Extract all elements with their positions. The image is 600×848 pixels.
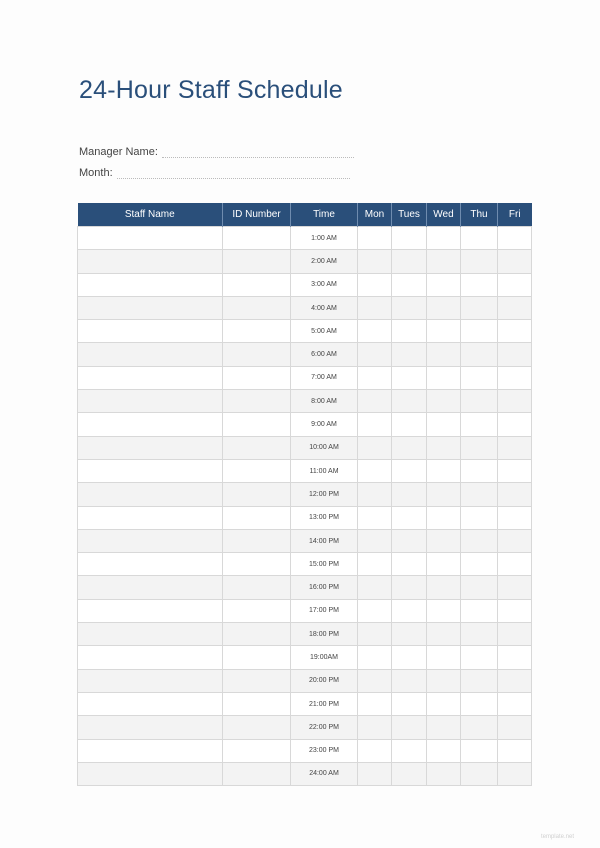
time-cell: 20:00 PM (291, 669, 358, 692)
id-number-cell[interactable] (223, 739, 291, 762)
col-header-time: Time (291, 203, 358, 227)
thu-cell[interactable] (461, 273, 498, 296)
table-row (78, 227, 532, 250)
staff-name-cell[interactable] (78, 366, 223, 389)
staff-name-cell[interactable] (78, 623, 223, 646)
time-cell: 16:00 PM (291, 576, 358, 599)
mon-cell[interactable] (358, 692, 392, 715)
table-row (78, 623, 532, 646)
thu-cell[interactable] (461, 459, 498, 482)
fri-cell[interactable] (498, 576, 532, 599)
manager-name-field (79, 146, 354, 158)
tues-cell[interactable] (392, 692, 427, 715)
time-cell: 5:00 AM (291, 320, 358, 343)
staff-name-cell[interactable] (78, 506, 223, 529)
staff-name-cell[interactable] (78, 343, 223, 366)
fri-cell[interactable] (498, 273, 532, 296)
tues-cell[interactable] (392, 483, 427, 506)
table-row (78, 646, 532, 669)
thu-cell[interactable] (461, 623, 498, 646)
id-number-cell[interactable] (223, 483, 291, 506)
id-number-cell[interactable] (223, 436, 291, 459)
table-row (78, 343, 532, 366)
id-number-cell[interactable] (223, 529, 291, 552)
thu-cell[interactable] (461, 296, 498, 319)
staff-name-cell[interactable] (78, 716, 223, 739)
thu-cell[interactable] (461, 343, 498, 366)
time-cell: 6:00 AM (291, 343, 358, 366)
mon-cell[interactable] (358, 413, 392, 436)
tues-cell[interactable] (392, 273, 427, 296)
thu-cell[interactable] (461, 320, 498, 343)
staff-name-cell[interactable] (78, 576, 223, 599)
id-number-cell[interactable] (223, 576, 291, 599)
fri-cell[interactable] (498, 366, 532, 389)
table-row (78, 366, 532, 389)
mon-cell[interactable] (358, 646, 392, 669)
tues-cell[interactable] (392, 576, 427, 599)
table-row (78, 436, 532, 459)
mon-cell[interactable] (358, 506, 392, 529)
tues-cell[interactable] (392, 762, 427, 785)
mon-cell[interactable] (358, 296, 392, 319)
wed-cell[interactable] (427, 762, 461, 785)
staff-name-cell[interactable] (78, 390, 223, 413)
fri-cell[interactable] (498, 296, 532, 319)
id-number-cell[interactable] (223, 273, 291, 296)
time-cell: 17:00 PM (291, 599, 358, 622)
id-number-cell[interactable] (223, 227, 291, 250)
fri-cell[interactable] (498, 320, 532, 343)
staff-name-cell[interactable] (78, 483, 223, 506)
wed-cell[interactable] (427, 250, 461, 273)
wed-cell[interactable] (427, 623, 461, 646)
table-row (78, 739, 532, 762)
wed-cell[interactable] (427, 296, 461, 319)
time-cell: 19:00AM (291, 646, 358, 669)
mon-cell[interactable] (358, 529, 392, 552)
col-header-wed: Wed (427, 203, 461, 227)
fri-cell[interactable] (498, 669, 532, 692)
fri-cell[interactable] (498, 390, 532, 413)
thu-cell[interactable] (461, 646, 498, 669)
fri-cell[interactable] (498, 599, 532, 622)
tues-cell[interactable] (392, 646, 427, 669)
mon-cell[interactable] (358, 250, 392, 273)
tues-cell[interactable] (392, 669, 427, 692)
time-cell: 24:00 AM (291, 762, 358, 785)
id-number-cell[interactable] (223, 366, 291, 389)
staff-name-cell[interactable] (78, 459, 223, 482)
fri-cell[interactable] (498, 739, 532, 762)
id-number-cell[interactable] (223, 413, 291, 436)
fri-cell[interactable] (498, 692, 532, 715)
thu-cell[interactable] (461, 669, 498, 692)
thu-cell[interactable] (461, 762, 498, 785)
staff-name-cell[interactable] (78, 646, 223, 669)
time-cell: 15:00 PM (291, 553, 358, 576)
mon-cell[interactable] (358, 739, 392, 762)
thu-cell[interactable] (461, 692, 498, 715)
fri-cell[interactable] (498, 646, 532, 669)
wed-cell[interactable] (427, 529, 461, 552)
manager-name-label: Manager Name: (79, 146, 158, 158)
manager-name-line[interactable] (162, 147, 354, 158)
month-field (79, 167, 350, 179)
id-number-cell[interactable] (223, 506, 291, 529)
thu-cell[interactable] (461, 599, 498, 622)
tues-cell[interactable] (392, 506, 427, 529)
thu-cell[interactable] (461, 250, 498, 273)
wed-cell[interactable] (427, 366, 461, 389)
wed-cell[interactable] (427, 273, 461, 296)
staff-name-cell[interactable] (78, 599, 223, 622)
col-header-thu: Thu (461, 203, 498, 227)
thu-cell[interactable] (461, 227, 498, 250)
staff-name-cell[interactable] (78, 762, 223, 785)
wed-cell[interactable] (427, 320, 461, 343)
thu-cell[interactable] (461, 529, 498, 552)
mon-cell[interactable] (358, 716, 392, 739)
fri-cell[interactable] (498, 716, 532, 739)
fri-cell[interactable] (498, 250, 532, 273)
mon-cell[interactable] (358, 320, 392, 343)
time-cell: 22:00 PM (291, 716, 358, 739)
fri-cell[interactable] (498, 483, 532, 506)
fri-cell[interactable] (498, 436, 532, 459)
tues-cell[interactable] (392, 716, 427, 739)
table-row (78, 762, 532, 785)
thu-cell[interactable] (461, 576, 498, 599)
tues-cell[interactable] (392, 343, 427, 366)
col-header-fri: Fri (498, 203, 532, 227)
time-cell: 7:00 AM (291, 366, 358, 389)
id-number-cell[interactable] (223, 296, 291, 319)
wed-cell[interactable] (427, 483, 461, 506)
month-line[interactable] (117, 168, 350, 179)
wed-cell[interactable] (427, 459, 461, 482)
thu-cell[interactable] (461, 413, 498, 436)
id-number-cell[interactable] (223, 343, 291, 366)
table-row (78, 459, 532, 482)
wed-cell[interactable] (427, 553, 461, 576)
page-title: 24-Hour Staff Schedule (79, 76, 343, 104)
table-row (78, 390, 532, 413)
tues-cell[interactable] (392, 296, 427, 319)
table-row (78, 576, 532, 599)
time-cell: 8:00 AM (291, 390, 358, 413)
time-cell: 18:00 PM (291, 623, 358, 646)
staff-name-cell[interactable] (78, 692, 223, 715)
mon-cell[interactable] (358, 227, 392, 250)
tues-cell[interactable] (392, 227, 427, 250)
mon-cell[interactable] (358, 459, 392, 482)
wed-cell[interactable] (427, 506, 461, 529)
thu-cell[interactable] (461, 553, 498, 576)
time-cell: 3:00 AM (291, 273, 358, 296)
staff-name-cell[interactable] (78, 413, 223, 436)
wed-cell[interactable] (427, 716, 461, 739)
mon-cell[interactable] (358, 762, 392, 785)
id-number-cell[interactable] (223, 320, 291, 343)
id-number-cell[interactable] (223, 250, 291, 273)
tues-cell[interactable] (392, 250, 427, 273)
id-number-cell[interactable] (223, 390, 291, 413)
table-row (78, 296, 532, 319)
tues-cell[interactable] (392, 623, 427, 646)
wed-cell[interactable] (427, 436, 461, 459)
mon-cell[interactable] (358, 390, 392, 413)
wed-cell[interactable] (427, 390, 461, 413)
table-row (78, 529, 532, 552)
staff-name-cell[interactable] (78, 320, 223, 343)
id-number-cell[interactable] (223, 553, 291, 576)
time-cell: 14:00 PM (291, 529, 358, 552)
staff-name-cell[interactable] (78, 227, 223, 250)
table-row (78, 553, 532, 576)
fri-cell[interactable] (498, 343, 532, 366)
mon-cell[interactable] (358, 576, 392, 599)
fri-cell[interactable] (498, 623, 532, 646)
staff-name-cell[interactable] (78, 553, 223, 576)
tues-cell[interactable] (392, 436, 427, 459)
mon-cell[interactable] (358, 436, 392, 459)
id-number-cell[interactable] (223, 623, 291, 646)
table-row (78, 320, 532, 343)
time-cell: 1:00 AM (291, 227, 358, 250)
id-number-cell[interactable] (223, 459, 291, 482)
fri-cell[interactable] (498, 227, 532, 250)
wed-cell[interactable] (427, 669, 461, 692)
time-cell: 21:00 PM (291, 692, 358, 715)
tues-cell[interactable] (392, 529, 427, 552)
fri-cell[interactable] (498, 459, 532, 482)
month-label: Month: (79, 167, 113, 179)
tues-cell[interactable] (392, 459, 427, 482)
mon-cell[interactable] (358, 483, 392, 506)
wed-cell[interactable] (427, 646, 461, 669)
id-number-cell[interactable] (223, 599, 291, 622)
staff-name-cell[interactable] (78, 273, 223, 296)
col-header-id-number: ID Number (223, 203, 291, 227)
staff-name-cell[interactable] (78, 436, 223, 459)
table-row (78, 669, 532, 692)
time-cell: 9:00 AM (291, 413, 358, 436)
time-cell: 12:00 PM (291, 483, 358, 506)
thu-cell[interactable] (461, 739, 498, 762)
table-row (78, 599, 532, 622)
table-row (78, 413, 532, 436)
id-number-cell[interactable] (223, 692, 291, 715)
thu-cell[interactable] (461, 366, 498, 389)
fri-cell[interactable] (498, 413, 532, 436)
col-header-mon: Mon (358, 203, 392, 227)
table-row (78, 716, 532, 739)
header-row (78, 203, 532, 227)
mon-cell[interactable] (358, 553, 392, 576)
thu-cell[interactable] (461, 483, 498, 506)
table-row (78, 506, 532, 529)
watermark-text: template.net (540, 834, 574, 840)
wed-cell[interactable] (427, 692, 461, 715)
table-row (78, 250, 532, 273)
mon-cell[interactable] (358, 599, 392, 622)
mon-cell[interactable] (358, 366, 392, 389)
staff-name-cell[interactable] (78, 669, 223, 692)
time-cell: 4:00 AM (291, 296, 358, 319)
wed-cell[interactable] (427, 599, 461, 622)
col-header-staff-name: Staff Name (78, 203, 223, 227)
time-cell: 13:00 PM (291, 506, 358, 529)
wed-cell[interactable] (427, 739, 461, 762)
wed-cell[interactable] (427, 413, 461, 436)
id-number-cell[interactable] (223, 646, 291, 669)
time-cell: 2:00 AM (291, 250, 358, 273)
table-row (78, 273, 532, 296)
thu-cell[interactable] (461, 390, 498, 413)
id-number-cell[interactable] (223, 669, 291, 692)
id-number-cell[interactable] (223, 762, 291, 785)
tues-cell[interactable] (392, 320, 427, 343)
tues-cell[interactable] (392, 553, 427, 576)
mon-cell[interactable] (358, 273, 392, 296)
mon-cell[interactable] (358, 623, 392, 646)
time-cell: 10:00 AM (291, 436, 358, 459)
table-row (78, 483, 532, 506)
fri-cell[interactable] (498, 506, 532, 529)
id-number-cell[interactable] (223, 716, 291, 739)
fri-cell[interactable] (498, 762, 532, 785)
staff-name-cell[interactable] (78, 739, 223, 762)
fri-cell[interactable] (498, 553, 532, 576)
fri-cell[interactable] (498, 529, 532, 552)
wed-cell[interactable] (427, 343, 461, 366)
tues-cell[interactable] (392, 413, 427, 436)
col-header-tues: Tues (392, 203, 427, 227)
wed-cell[interactable] (427, 227, 461, 250)
mon-cell[interactable] (358, 343, 392, 366)
tues-cell[interactable] (392, 390, 427, 413)
mon-cell[interactable] (358, 669, 392, 692)
staff-name-cell[interactable] (78, 296, 223, 319)
tues-cell[interactable] (392, 366, 427, 389)
schedule-table (77, 203, 532, 786)
wed-cell[interactable] (427, 576, 461, 599)
thu-cell[interactable] (461, 506, 498, 529)
tues-cell[interactable] (392, 599, 427, 622)
thu-cell[interactable] (461, 436, 498, 459)
table-row (78, 692, 532, 715)
time-cell: 23:00 PM (291, 739, 358, 762)
tues-cell[interactable] (392, 739, 427, 762)
thu-cell[interactable] (461, 716, 498, 739)
staff-name-cell[interactable] (78, 250, 223, 273)
staff-name-cell[interactable] (78, 529, 223, 552)
schedule-body (78, 227, 532, 786)
time-cell: 11:00 AM (291, 459, 358, 482)
